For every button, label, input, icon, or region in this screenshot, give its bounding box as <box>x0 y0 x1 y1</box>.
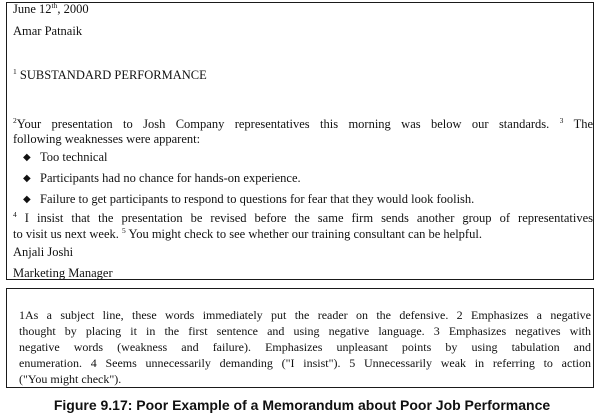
note-line: 1As a subject line, these words immediately put the reader on the defensive. 2 Emphasizes a negative <box>19 308 591 322</box>
memo-closing-line-1: $^4$ I insist that the presentation be revised before the same firm sends another group of representatives <box>13 210 593 225</box>
memo-box <box>6 2 594 280</box>
bullet-item: Failure to get participants to respond to questions for fear that they would look foolish. <box>40 192 475 206</box>
bullet-item: Participants had no chance for hands-on experience. <box>40 171 301 185</box>
diamond-bullet-icon: ◆ <box>23 194 31 205</box>
diamond-bullet-icon: ◆ <box>23 152 31 163</box>
note-line: thought by placing it in the first sentence and using negative language. 3 Emphasizes negatives with <box>19 324 591 338</box>
sender-title: Marketing Manager <box>13 266 113 280</box>
bullet-item: Too technical <box>40 150 108 164</box>
memo-recipient: Amar Patnaik <box>13 24 83 38</box>
diamond-bullet-icon: ◆ <box>23 173 31 184</box>
memo-date: June 12th, 2000 <box>13 1 89 16</box>
memo-subject: $^1$ SUBSTANDARD PERFORMANCE <box>13 67 207 82</box>
note-line: ("You might check"). <box>19 372 122 386</box>
note-line: enumeration. 4 Seems unnecessarily demanding ("I insist"). 5 Unnecessarily weak in referring to action <box>19 356 591 370</box>
memo-closing-line-2: to visit us next week. $^5$ You might check to see whether our training consultant can be helpful. <box>13 226 482 241</box>
note-line: negative words (weakness and failure). Emphasizes unpleasant points by using tabulation and <box>19 340 591 354</box>
subject-note-marker: 1 <box>13 67 17 76</box>
memo-body-line-2: following weaknesses were apparent: <box>13 132 201 146</box>
memo-body-line-1: $^2$Your presentation to Josh Company representatives this morning was below our standards. $^3$ The <box>13 116 593 131</box>
figure-caption: Figure 9.17: Poor Example of a Memorandum about Poor Job Performance <box>53 397 551 413</box>
annotation-notes-box <box>6 288 594 388</box>
sender-name: Anjali Joshi <box>13 245 74 259</box>
